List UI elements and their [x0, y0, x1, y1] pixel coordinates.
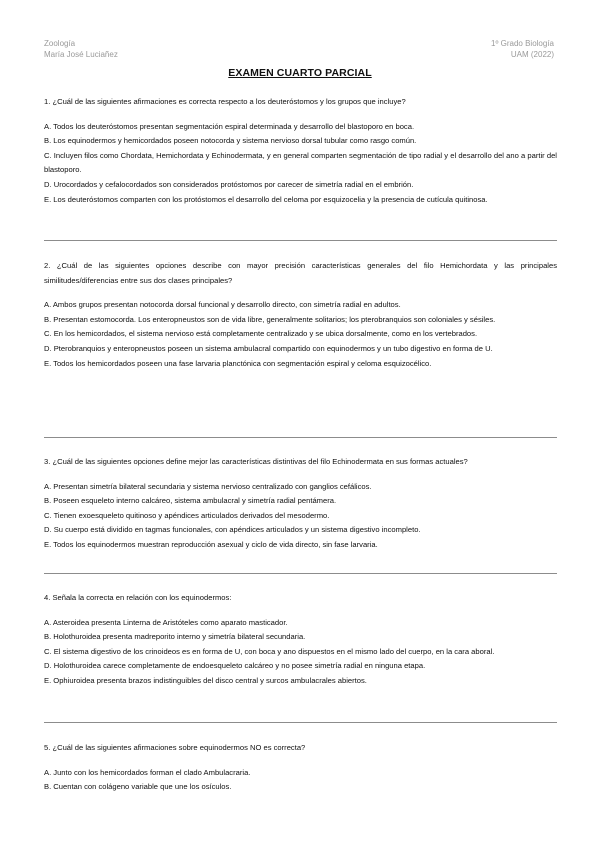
- question-2: [44, 259, 557, 371]
- option-a: A. Todos los deuteróstomos presentan segmentación espiral determinada y desarrollo del blastoporo en boca.: [44, 121, 415, 131]
- question-4: [44, 591, 557, 689]
- option-e: E. Los deuteróstomos comparten con los protóstomos el desarrollo del celoma por esquizocelia y la presencia de cutícula quitinosa.: [44, 194, 488, 204]
- question-stem: 4. Señala la correcta en relación con los equinodermos:: [44, 593, 232, 602]
- question-stem: 1. ¿Cuál de las siguientes afirmaciones es correcta respecto a los deuteróstomos y los grupos que incluye?: [44, 97, 406, 106]
- separator-line: [44, 437, 557, 438]
- option-d: D. Pterobranquios y enteropneustos poseen un sistema ambulacral compartido con equinodermos y un tubo digestivo en forma de U.: [44, 343, 493, 353]
- option-e: E. Todos los equinodermos muestran reproducción asexual y ciclo de vida directo, sin fase larvaria.: [44, 539, 378, 549]
- header-course: 1º Grado Biología: [491, 39, 554, 48]
- question-stem: 5. ¿Cuál de las siguientes afirmaciones sobre equinodermos NO es correcta?: [44, 743, 306, 752]
- option-e: E. Todos los hemicordados poseen una fase larvaria planctónica con segmentación espiral y celoma esquizocélico.: [44, 358, 432, 368]
- option-a: A. Ambos grupos presentan notocorda dorsal funcional y desarrollo directo, con simetría radial en adultos.: [44, 300, 401, 310]
- question-stem: 2. ¿Cuál de las siguientes opciones describe con mayor precisión características generales del filo Hemichordata y las principales similitudes/diferencias entre sus dos clases principales?: [44, 261, 557, 285]
- option-c: C. Incluyen filos como Chordata, Hemichordata y Echinodermata, y en general comparten segmentación de tipo radial y el desarrollo del ano a partir del blastoporo.: [44, 150, 557, 175]
- option-d: D. Holothuroidea carece completamente de endoesqueleto calcáreo y no posee simetría radial en ninguna etapa.: [44, 661, 426, 671]
- separator-line: [44, 240, 557, 241]
- option-b: B. Los equinodermos y hemicordados poseen notocorda y sistema nervioso dorsal tubular como rasgo común.: [44, 136, 417, 146]
- question-1: [44, 95, 557, 207]
- option-d: D. Urocordados y cefalocordados son considerados protóstomos por carecer de simetría radial en el embrión.: [44, 179, 414, 189]
- option-e: E. Ophiuroidea presenta brazos indistinguibles del disco central y surcos ambulacrales abiertos.: [44, 675, 367, 685]
- header-right: [491, 38, 554, 60]
- page-title: EXAMEN CUARTO PARCIAL: [228, 67, 372, 79]
- question-stem: 3. ¿Cuál de las siguientes opciones define mejor las características distintivas del filo Echinodermata en sus formas actuales?: [44, 457, 468, 466]
- header-subject: Zoología: [44, 39, 76, 48]
- option-a: A. Asteroidea presenta Linterna de Aristóteles como aparato masticador.: [44, 617, 288, 627]
- option-d: D. Su cuerpo está dividido en tagmas funcionales, con apéndices articulados y un sistema digestivo incompleto.: [44, 525, 421, 535]
- option-a: A. Presentan simetría bilateral secundaria y sistema nervioso centralizado con ganglios cefálicos.: [44, 481, 372, 491]
- option-c: C. En los hemicordados, el sistema nervioso está completamente centralizado y se ubica dorsalmente, como en los vertebrados.: [44, 329, 478, 339]
- option-c: C. El sistema digestivo de los crinoideos es en forma de U, con boca y ano dispuestos en el mismo lado del cuerpo, en la cara aboral.: [44, 646, 495, 656]
- option-b: B. Cuentan con colágeno variable que une los osículos.: [44, 782, 232, 792]
- question-3: [44, 455, 557, 553]
- separator-line: [44, 722, 557, 723]
- option-b: B. Poseen esqueleto interno calcáreo, sistema ambulacral y simetría radial pentámera.: [44, 496, 337, 506]
- separator-line: [44, 573, 557, 574]
- option-b: B. Holothuroidea presenta madreporito interno y simetría bilateral secundaria.: [44, 632, 306, 642]
- header-institution: UAM (2022): [510, 50, 554, 59]
- option-a: A. Junto con los hemicordados forman el clado Ambulacraria.: [44, 767, 251, 777]
- header-author: María José Luciañez: [44, 50, 118, 59]
- option-c: C. Tienen exoesqueleto quitinoso y apéndices articulados derivados del mesodermo.: [44, 510, 330, 520]
- option-b: B. Presentan estomocorda. Los enteropneustos son de vida libre, generalmente solitarios; los pterobranquios son coloniales y sésiles.: [44, 314, 496, 324]
- header-left: [44, 38, 118, 60]
- question-5: [44, 741, 557, 795]
